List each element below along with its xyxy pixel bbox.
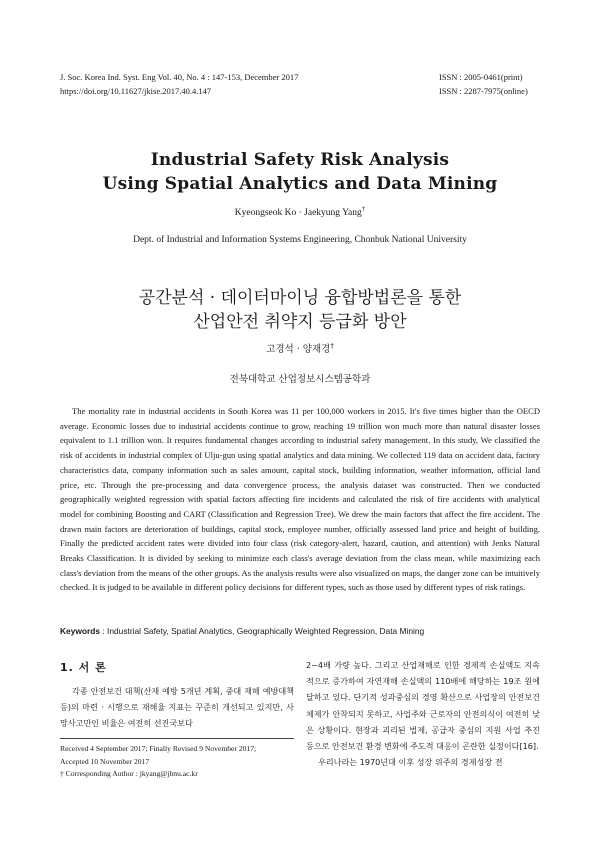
keywords-separator: : xyxy=(100,626,108,636)
korean-title xyxy=(0,286,600,334)
footnotes xyxy=(60,743,300,781)
english-title xyxy=(0,148,600,196)
section-heading-introduction: 1. 서 론 xyxy=(60,661,107,674)
keywords-label: Keywords xyxy=(60,626,101,636)
english-affiliation: Dept. of Industrial and Information Systems Engineering, Chonbuk National University xyxy=(133,235,467,245)
abstract: The mortality rate in industrial accidents in South Korea was 11 per 100,000 workers in 2015. It's five times higher than the OECD average. Economic losses due to industrial accidents continue to grow, reaching 19 trillion won much more than natural disaster losses equivalent to 1.1 trillion won. It requires fundamental changes according to industrial safety management. In this study, We classified the risk of accidents in industrial complex of Ulju-gun using spatial analytics and data mining. We collected 119 data on accident data, factory characteristics data, company information such as sales amount, capital stock, building information, weather information, official land price, etc. Through the pre-processing and data convergence process, the analysis dataset was constructed. Then we conducted geographically weighted regression with spatial factors affecting fire incidents and calculated the risk of fire accidents with analytical model for combining Boosting and CART (Classification and Regression Tree). We drew the main factors that affect the fire accident. The drawn main factors are deterioration of buildings, capital stock, employee number, officially assessed land price and height of building. Finally the predicted accident rates were divided into four class (risk category-alert, hazard, caution, and attention) with Jenks Natural Breaks Classification. It is divided by seeking to minimize each class's average deviation from the class mean, while maximizing each class's deviation from the means of the other groups. As the analysis results were also visualized on maps, the danger zone can be intuitively checked. It is judged to be available in different policy decisions for different types, such as those used by different types of risk ratings. xyxy=(60,406,540,593)
intro-right-column xyxy=(306,657,540,770)
intro-right-paragraph-1: 2~4배 가량 높다. 그리고 산업재해로 인한 경제적 손실액도 지속적으로 증가하여 자연재해 손실액의 110배에 해당하는 19조 원에 달하고 있다. 단기적 성과중심의 경영 확산으로 사업장의 안전보건체제가 안착되지 못하고, 사업주와 근로자의 안전의식이 여전히 낮은 상황이다. 현장과 괴리된 법제, 공급자 중심의 지원 사업 추진 등으로 안전보건 환경 변화에 주도적 대응이 곤란한 실정이다[16]. xyxy=(306,660,540,752)
footnote-divider xyxy=(60,738,294,739)
issn-online: ISSN : 2287-7975(online) xyxy=(439,86,528,96)
footnote-accepted: Accepted 10 November 2017 xyxy=(60,756,150,766)
korean-author-names: 고경석 · 양재경 xyxy=(266,344,331,355)
corresponding-mark-ko: † xyxy=(330,341,334,350)
keywords xyxy=(60,626,540,636)
english-title-line-2: Using Spatial Analytics and Data Mining xyxy=(102,174,498,194)
keywords-text: Industrial Safety, Spatial Analytics, Geographically Weighted Regression, Data Mining xyxy=(107,626,425,636)
korean-affiliation: 전북대학교 산업정보시스템공학과 xyxy=(229,374,371,385)
corresponding-mark-en: † xyxy=(361,205,366,213)
korean-title-line-2: 산업안전 취약지 등급화 방안 xyxy=(193,312,407,332)
english-title-line-1: Industrial Safety Risk Analysis xyxy=(150,150,450,170)
intro-left-paragraph: 각종 안전보건 대책(산재 예방 5개년 계획, 중대 재해 예방대책 등)의 마련 · 시행으로 재해율 지표는 꾸준히 개선되고 있지만, 사망사고만인 비율은 여전히 선진국보다 xyxy=(60,686,294,729)
journal-citation: J. Soc. Korea Ind. Syst. Eng Vol. 40, No. 4 : 147-153, December 2017 xyxy=(60,72,299,82)
footnote-received: Received 4 September 2017; Finally Revised 9 November 2017; xyxy=(60,744,257,753)
footnote-corresponding: † Corresponding Author : jkyang@jbnu.ac.kr xyxy=(60,769,198,778)
issn-print: ISSN : 2005-0461(print) xyxy=(439,72,523,82)
journal-header-left xyxy=(60,70,298,98)
english-author-names: Kyeongseok Ko · Jaekyung Yang xyxy=(234,208,362,219)
korean-title-line-1: 공간분석 · 데이터마이닝 융합방법론을 통한 xyxy=(138,288,462,308)
doi-link[interactable]: https://doi.org/10.11627/jkise.2017.40.4.147 xyxy=(60,86,212,96)
intro-right-paragraph-2: 우리나라는 1970년대 이후 성장 위주의 경제성장 전 xyxy=(318,757,503,768)
korean-authors xyxy=(0,341,600,355)
journal-header-right xyxy=(439,70,528,98)
english-authors xyxy=(0,205,600,218)
